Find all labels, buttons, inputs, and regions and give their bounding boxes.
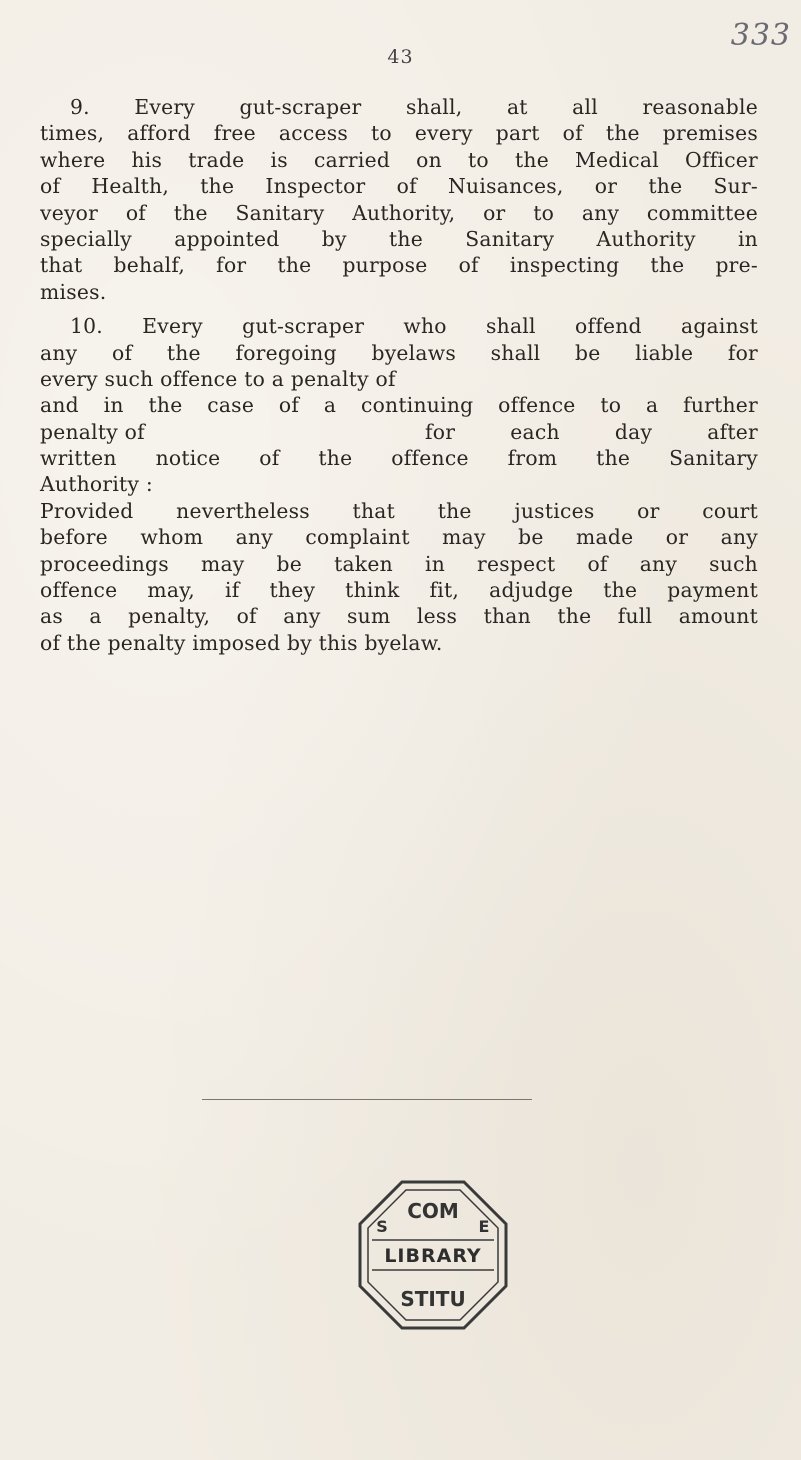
for-each-day-text: for each day after: [425, 419, 758, 444]
proviso-line-6: of the penalty imposed by this byelaw.: [40, 630, 443, 655]
p9-line-4: of Health, the Inspector of Nuisances, or the Sur-: [40, 174, 758, 199]
p9-line-5: veyor of the Sanitary Authority, or to any committee: [40, 200, 758, 225]
p10-line-3: every such offence to a penalty of: [40, 366, 396, 391]
library-stamp: [356, 1178, 510, 1332]
stamp-left-text: S: [376, 1217, 388, 1236]
handwritten-folio-number: 333: [730, 18, 791, 53]
proviso-line-3: proceedings may be taken in respect of any such: [40, 551, 758, 576]
p10-line-5: [40, 419, 758, 445]
p10-line-2: any of the foregoing byelaws shall be liable for: [40, 340, 758, 365]
p9-line-7: that behalf, for the purpose of inspecting the pre-: [40, 253, 758, 278]
stamp-right-text: E: [478, 1217, 490, 1236]
proviso-line-5: as a penalty, of any sum less than the full amount: [40, 604, 758, 629]
penalty-of-label: penalty of: [40, 419, 145, 444]
p10-line-4: and in the case of a continuing offence to a further: [40, 393, 758, 418]
p9-line-6: specially appointed by the Sanitary Authority in: [40, 226, 758, 251]
p9-line-2: times, afford free access to every part of the premises: [40, 121, 758, 146]
p9-line-8: mises.: [40, 279, 107, 304]
stamp-top-text: COM: [407, 1199, 459, 1223]
proviso-line-1: Provided nevertheless that the justices or court: [40, 498, 758, 523]
p9-line-1: 9. Every gut-scraper shall, at all reasonable: [70, 95, 758, 119]
proviso-line-4: offence may, if they think fit, adjudge the payment: [40, 578, 758, 603]
horizontal-rule: [202, 1099, 532, 1100]
p10-line-7: Authority :: [40, 472, 153, 497]
p10-line-6: written notice of the offence from the Sanitary: [40, 446, 758, 471]
stamp-bottom-text: STITU: [400, 1287, 466, 1311]
byelaw-text: [40, 94, 758, 656]
p10-line-1: 10. Every gut-scraper who shall offend against: [70, 314, 758, 339]
page-number: 43: [387, 46, 414, 68]
p9-line-3: where his trade is carried on to the Medical Officer: [40, 147, 758, 172]
stamp-center-text: LIBRARY: [384, 1245, 482, 1267]
proviso-line-2: before whom any complaint may be made or any: [40, 525, 758, 550]
